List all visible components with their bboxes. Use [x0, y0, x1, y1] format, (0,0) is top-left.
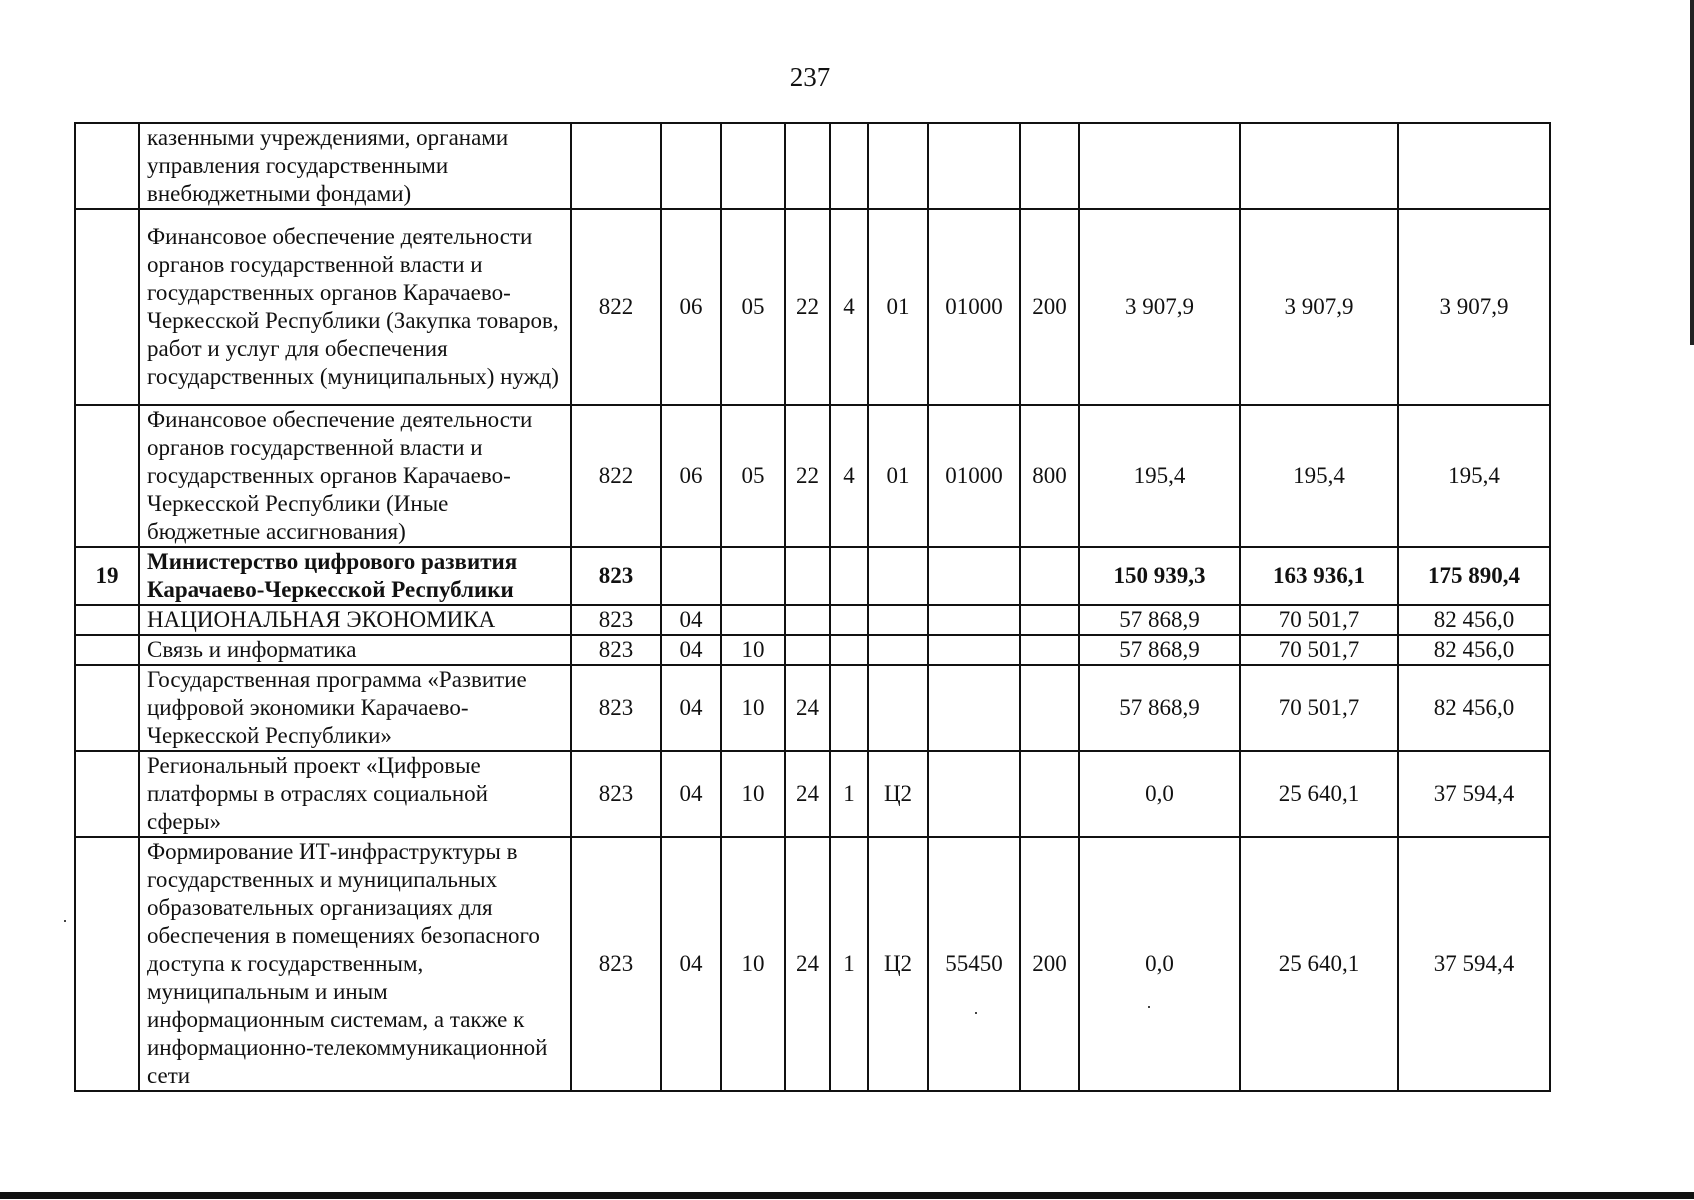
code-subprogram	[830, 605, 868, 635]
code-expense-type: 200	[1020, 209, 1079, 405]
row-name: Формирование ИТ-инфраструктуры в государственных и муниципальных образовательных организациях для обеспечения в помещениях безопасного доступа к государственным, муниципальным и иным информационным системам, а также к информационно-телекоммуникационной сети	[139, 837, 571, 1091]
code-section: 04	[661, 665, 721, 751]
amount-year-1: 150 939,3	[1079, 547, 1240, 605]
code-subsection	[721, 547, 785, 605]
table-row	[75, 209, 1550, 405]
code-event: 01	[868, 405, 928, 547]
code-event: Ц2	[868, 837, 928, 1091]
code-subprogram	[830, 665, 868, 751]
amount-year-3: 195,4	[1398, 405, 1550, 547]
code-section: 06	[661, 405, 721, 547]
code-event	[868, 665, 928, 751]
row-name: Финансовое обеспечение деятельности органов государственной власти и государственных органов Карачаево-Черкесской Республики (Иные бюджетные ассигнования)	[139, 405, 571, 547]
code-subsection	[721, 605, 785, 635]
amount-year-3: 82 456,0	[1398, 605, 1550, 635]
code-ministry: 822	[571, 405, 661, 547]
table-row	[75, 605, 1550, 635]
amount-year-3	[1398, 123, 1550, 209]
table-row	[75, 635, 1550, 665]
code-program	[785, 605, 830, 635]
code-subprogram	[830, 635, 868, 665]
code-event	[868, 123, 928, 209]
code-program: 24	[785, 751, 830, 837]
code-direction	[928, 751, 1020, 837]
code-event	[868, 547, 928, 605]
code-event: Ц2	[868, 751, 928, 837]
budget-table	[74, 122, 1551, 1092]
code-direction: 55450	[928, 837, 1020, 1091]
row-number: 19	[75, 547, 139, 605]
row-name: Государственная программа «Развитие цифровой экономики Карачаево-Черкесской Республики»	[139, 665, 571, 751]
amount-year-2: 163 936,1	[1240, 547, 1398, 605]
code-direction: 01000	[928, 405, 1020, 547]
code-expense-type	[1020, 751, 1079, 837]
code-expense-type	[1020, 605, 1079, 635]
code-ministry: 823	[571, 635, 661, 665]
code-ministry: 823	[571, 547, 661, 605]
code-subsection: 10	[721, 635, 785, 665]
amount-year-2: 70 501,7	[1240, 605, 1398, 635]
code-event: 01	[868, 209, 928, 405]
code-program	[785, 635, 830, 665]
row-name: Министерство цифрового развития Карачаево-Черкесской Республики	[139, 547, 571, 605]
bottom-rule	[0, 1192, 1694, 1199]
code-ministry: 823	[571, 751, 661, 837]
code-section: 04	[661, 605, 721, 635]
table-row	[75, 405, 1550, 547]
table-row	[75, 665, 1550, 751]
row-name: Связь и информатика	[139, 635, 571, 665]
amount-year-1: 57 868,9	[1079, 665, 1240, 751]
row-number	[75, 405, 139, 547]
code-section: 04	[661, 635, 721, 665]
code-expense-type: 200	[1020, 837, 1079, 1091]
code-program: 22	[785, 405, 830, 547]
row-number	[75, 209, 139, 405]
row-name: Региональный проект «Цифровые платформы в отраслях социальной сферы»	[139, 751, 571, 837]
code-subsection: 10	[721, 665, 785, 751]
row-name: казенными учреждениями, органами управления государственными внебюджетными фондами)	[139, 123, 571, 209]
scan-edge-mark	[1690, 0, 1694, 345]
code-program	[785, 547, 830, 605]
code-section	[661, 123, 721, 209]
amount-year-1: 57 868,9	[1079, 635, 1240, 665]
code-section: 04	[661, 751, 721, 837]
code-ministry: 823	[571, 605, 661, 635]
amount-year-2: 70 501,7	[1240, 665, 1398, 751]
amount-year-3: 175 890,4	[1398, 547, 1550, 605]
amount-year-3: 37 594,4	[1398, 751, 1550, 837]
code-ministry: 822	[571, 209, 661, 405]
scan-speck	[975, 1012, 977, 1014]
code-subsection: 05	[721, 209, 785, 405]
code-program: 22	[785, 209, 830, 405]
amount-year-3: 37 594,4	[1398, 837, 1550, 1091]
code-subprogram: 4	[830, 405, 868, 547]
row-number	[75, 751, 139, 837]
row-name: НАЦИОНАЛЬНАЯ ЭКОНОМИКА	[139, 605, 571, 635]
code-subprogram: 4	[830, 209, 868, 405]
code-subprogram	[830, 123, 868, 209]
code-expense-type	[1020, 635, 1079, 665]
amount-year-3: 82 456,0	[1398, 665, 1550, 751]
scan-speck	[64, 920, 66, 922]
code-program: 24	[785, 837, 830, 1091]
amount-year-1: 0,0	[1079, 751, 1240, 837]
code-program	[785, 123, 830, 209]
code-subsection: 10	[721, 751, 785, 837]
amount-year-2: 70 501,7	[1240, 635, 1398, 665]
amount-year-3: 82 456,0	[1398, 635, 1550, 665]
row-number	[75, 635, 139, 665]
code-subprogram: 1	[830, 837, 868, 1091]
code-subsection	[721, 123, 785, 209]
scan-speck	[1148, 1006, 1150, 1008]
code-ministry: 823	[571, 665, 661, 751]
code-program: 24	[785, 665, 830, 751]
table-row	[75, 123, 1550, 209]
code-subprogram: 1	[830, 751, 868, 837]
row-number	[75, 123, 139, 209]
code-section: 06	[661, 209, 721, 405]
code-subprogram	[830, 547, 868, 605]
code-ministry	[571, 123, 661, 209]
amount-year-1	[1079, 123, 1240, 209]
amount-year-1: 3 907,9	[1079, 209, 1240, 405]
code-subsection: 05	[721, 405, 785, 547]
table-row	[75, 837, 1550, 1091]
code-expense-type	[1020, 547, 1079, 605]
page-number: 237	[789, 62, 831, 92]
code-direction: 01000	[928, 209, 1020, 405]
code-ministry: 823	[571, 837, 661, 1091]
table-row-ministry	[75, 547, 1550, 605]
code-event	[868, 605, 928, 635]
row-number	[75, 837, 139, 1091]
amount-year-2: 25 640,1	[1240, 751, 1398, 837]
code-section: 04	[661, 837, 721, 1091]
code-direction	[928, 605, 1020, 635]
code-expense-type	[1020, 123, 1079, 209]
row-number	[75, 605, 139, 635]
row-number	[75, 665, 139, 751]
code-expense-type: 800	[1020, 405, 1079, 547]
amount-year-2: 195,4	[1240, 405, 1398, 547]
code-direction	[928, 665, 1020, 751]
amount-year-2: 3 907,9	[1240, 209, 1398, 405]
amount-year-3: 3 907,9	[1398, 209, 1550, 405]
code-section	[661, 547, 721, 605]
amount-year-2	[1240, 123, 1398, 209]
row-name: Финансовое обеспечение деятельности органов государственной власти и государственных органов Карачаево-Черкесской Республики (Закупка товаров, работ и услуг для обеспечения государственных (муниципальных) нужд)	[139, 209, 571, 405]
code-direction	[928, 635, 1020, 665]
amount-year-2: 25 640,1	[1240, 837, 1398, 1091]
code-subsection: 10	[721, 837, 785, 1091]
code-direction	[928, 123, 1020, 209]
table-row	[75, 751, 1550, 837]
amount-year-1: 0,0	[1079, 837, 1240, 1091]
code-event	[868, 635, 928, 665]
code-direction	[928, 547, 1020, 605]
amount-year-1: 57 868,9	[1079, 605, 1240, 635]
amount-year-1: 195,4	[1079, 405, 1240, 547]
code-expense-type	[1020, 665, 1079, 751]
